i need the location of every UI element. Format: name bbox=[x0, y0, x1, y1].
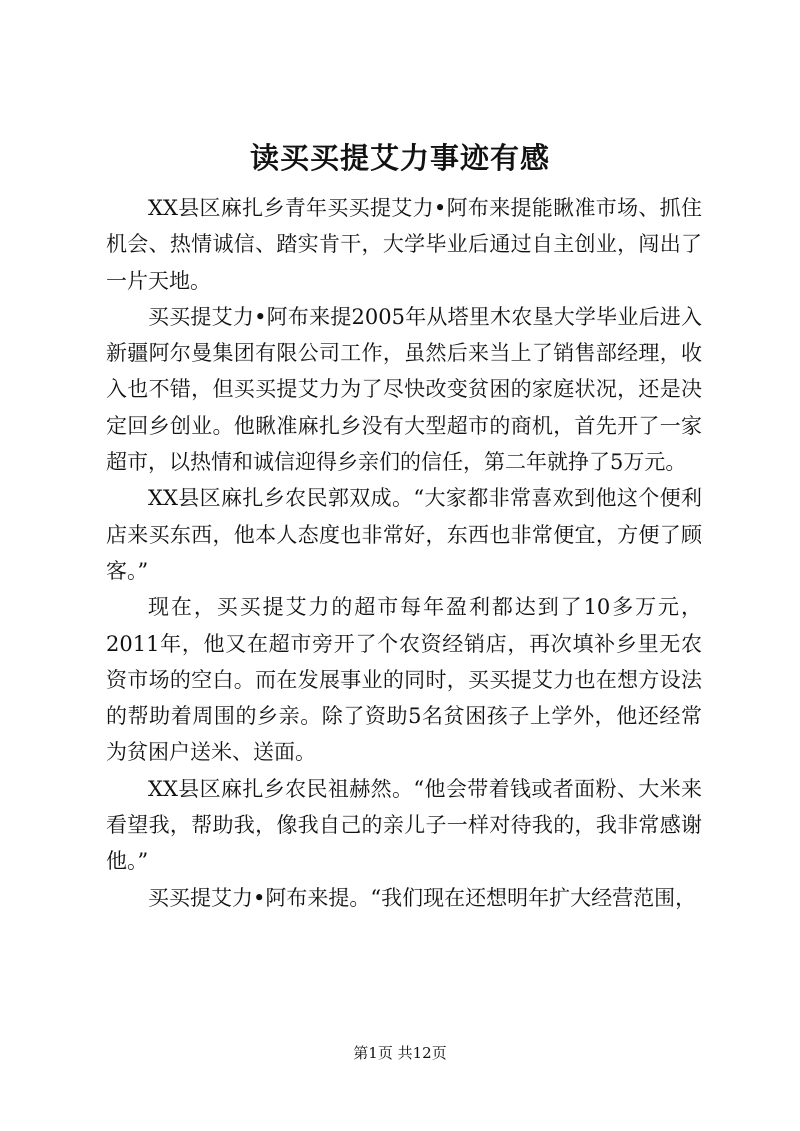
page-number-footer: 第1页 共12页 bbox=[353, 1044, 447, 1062]
document-title: 读买买提艾力事迹有感 bbox=[249, 141, 550, 175]
paragraph: XX县区麻扎乡青年买买提艾力•阿布来提能瞅准市场、抓住机会、热情诚信、踏实肯干，大学毕业后通过自主创业，闯出了一片天地。 bbox=[106, 196, 702, 293]
paragraph: 买买提艾力•阿布来提2005年从塔里木农垦大学毕业后进入新疆阿尔曼集团有限公司工作，虽然后来当上了销售部经理，收入也不错，但买买提艾力为了尽快改变贫困的家庭状况，还是决定回乡创业。他瞅准麻扎乡没有大型超市的商机，首先开了一家超市，以热情和诚信迎得乡亲们的信任，第二年就挣了5万元。 bbox=[106, 304, 702, 475]
paragraph: 买买提艾力•阿布来提。“我们现在还想明年扩大经营范围， bbox=[148, 885, 697, 910]
document-body bbox=[106, 190, 702, 916]
paragraph: 现在，买买提艾力的超市每年盈利都达到了10多万元，2011年，他又在超市旁开了个农资经销店，再次填补乡里无农资市场的空白。而在发展事业的同时，买买提艾力也在想方设法的帮助着周围的乡亲。除了资助5名贫困孩子上学外，他还经常为贫困户送米、送面。 bbox=[106, 595, 702, 765]
paragraph: XX县区麻扎乡农民祖赫然。“他会带着钱或者面粉、大米来看望我，帮助我，像我自己的亲儿子一样对待我的，我非常感谢他。” bbox=[106, 776, 702, 874]
paragraph: XX县区麻扎乡农民郭双成。“大家都非常喜欢到他这个便利店来买东西，他本人态度也非常好，东西也非常便宜，方便了顾客。” bbox=[106, 486, 702, 583]
